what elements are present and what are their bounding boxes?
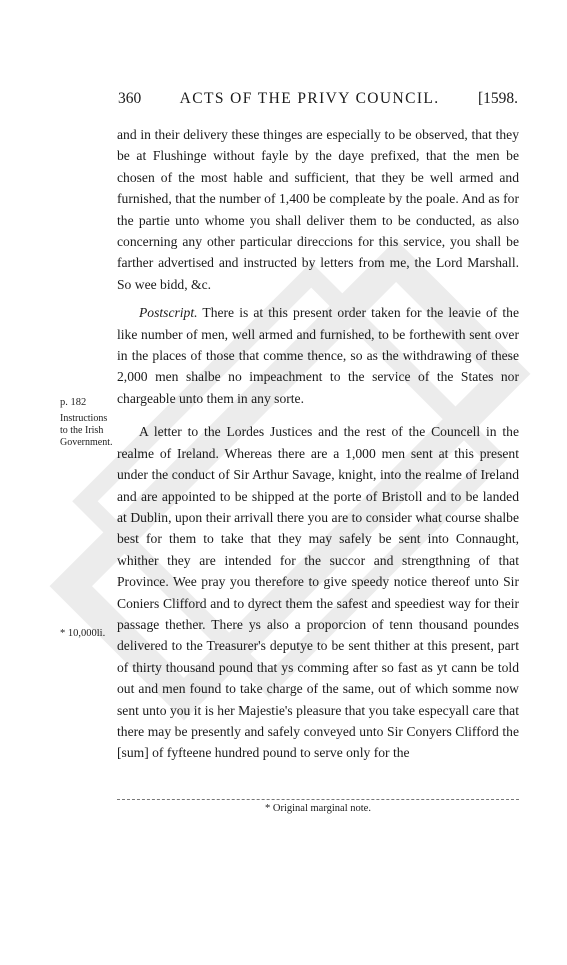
running-header — [118, 90, 518, 114]
page-number: 360 — [118, 90, 142, 107]
marginal-heading: Instructions to the Irish Government. — [60, 413, 113, 448]
paragraph-letter-ireland — [117, 421, 519, 764]
marginal-amount: * 10,000li. — [60, 628, 106, 639]
paragraph-postscript — [117, 302, 519, 409]
footnote-rule — [117, 799, 519, 800]
paragraph-1 — [117, 124, 519, 295]
paragraph-1-text: and in their delivery these thinges are especially to be observed, that they be at Flushinge without fayle by the daye prefixed, that the men be chosen of the most hable and sufficient, that they be well armed and furnished, that the number of 1,400 be compleate by the poale. And as for the partie unto whome you shall deliver them to be conducted, as also concerning any other particular direccions for this service, you shall be farther advertised and instructed by letters from me, the Lord Marshall. So wee bidd, &c. — [117, 127, 519, 292]
postscript-text: There is at this present order taken for the leavie of the like number of men, well armed and furnished, to be forthewith sent over in the places of those that comme thence, so as the withdrawing of these 2,000 men shalbe no impeachment to the service of the States nor chargeable unto them in any sorte. — [117, 305, 519, 406]
postscript-lead: Postscript. — [139, 305, 198, 321]
footnote: * Original marginal note. — [265, 803, 371, 814]
running-title: ACTS OF THE PRIVY COUNCIL. — [179, 90, 440, 107]
body-text — [117, 124, 519, 764]
marginal-page-ref: p. 182 — [60, 397, 87, 408]
letter-ireland-text: A letter to the Lordes Justices and the rest of the Councell in the realme of Ireland. Whereas there are a 1,000 men sent at this present under the conduct of Sir Arthur Savage, knight, into the realme of Ireland and are appointed to be shipped at the porte of Bristoll and to be landed at Dublin, upon their arrivall there you are to consider what course shalbe best for them to take that they may safely be sent into Connaught, whither they are intended for the succor and strengthning of that Province. Wee pray you therefore to give speedy notice thereof unto Sir Coniers Clifford and to dyrect them the safest and speediest way for their passage thether. There ys also a proporcion of tenn thousand poundes delivered to the Treasurer's deputye to be sent thither at this present, part of thirty thousand pound that ys comming after so fast as yt cann be told out and men found to take charge of the same, out of which somme now sent unto you it is her Majestie's pleasure that you take especyall care that there may be presently and safely conveyed unto Sir Conyers Clifford the [sum] of fyfteene hundred pound to serve only for the — [117, 424, 519, 761]
header-year: [1598. — [477, 90, 518, 107]
